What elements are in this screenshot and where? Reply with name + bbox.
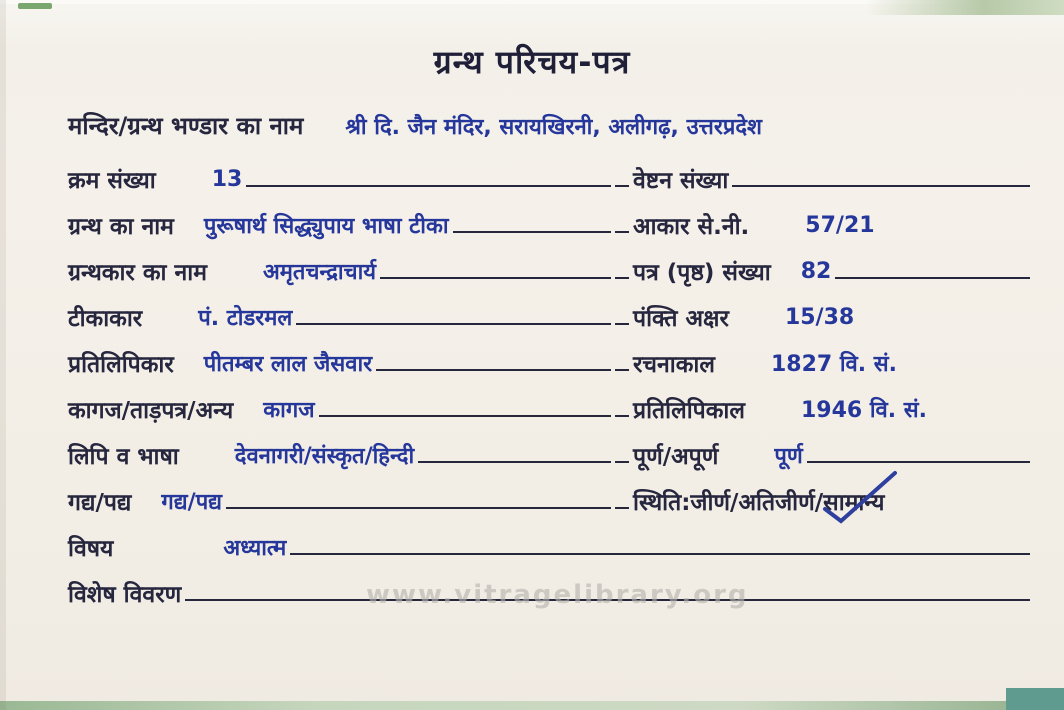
temple-name-label: मन्दिर/ग्रन्थ भण्डार का नाम [68, 112, 304, 140]
rule-line [615, 185, 629, 187]
script-language-value: देवनागरी/संस्कृत/हिन्दी [234, 444, 415, 469]
form-row [68, 202, 1034, 248]
rule-line [226, 507, 611, 509]
form-row [68, 386, 1034, 432]
composition-date-value: 1827 वि. सं. [770, 352, 898, 377]
complete-incomplete-value: पूर्ण [774, 444, 803, 469]
author-name-label: ग्रन्थकार का नाम [68, 260, 207, 286]
composition-date-label: रचनाकाल [633, 352, 715, 378]
watermark: www.vitragelibrary.org [366, 580, 749, 610]
field-author-name [68, 255, 615, 287]
scan-edge-bottom [0, 701, 1064, 710]
copy-date-label: प्रतिलिपिकाल [633, 398, 745, 424]
rule-line [380, 277, 611, 279]
prose-verse-label: गद्य/पद्य [68, 490, 132, 516]
condition-checked-option [823, 485, 884, 517]
author-name-value: अमृतचन्द्राचार्य [262, 260, 377, 285]
form-row [68, 524, 1034, 570]
subject-label: विषय [68, 536, 114, 562]
page-count-value: 82 [800, 258, 832, 284]
lines-letters-value: 15/38 [784, 304, 855, 330]
field-prose-verse [68, 485, 615, 517]
rule-line [807, 461, 1030, 463]
serial-number-label: क्रम संख्या [68, 168, 156, 194]
field-copy-date [615, 393, 1034, 425]
lines-letters-label: पंक्ति अक्षर [633, 306, 729, 332]
rule-line [376, 369, 611, 371]
rule-line [246, 185, 611, 187]
serial-number-value: 13 [211, 166, 243, 192]
form-row [68, 294, 1034, 340]
field-composition-date [615, 347, 1034, 379]
form-row [68, 478, 1034, 524]
copyist-value: पीतम्बर लाल जैसवार [203, 352, 373, 377]
scan-artifact-top-left [18, 3, 52, 9]
complete-incomplete-label: पूर्ण/अपूर्ण [633, 444, 719, 470]
field-complete-incomplete [615, 439, 1034, 471]
field-subject [68, 531, 1034, 563]
card-title: ग्रन्थ परिचय-पत्र [433, 43, 631, 81]
copyist-label: प्रतिलिपिकार [68, 352, 174, 378]
condition-option-label: सामान्य [823, 490, 885, 516]
field-serial-number [68, 163, 615, 195]
scan-artifact-top-right [864, 0, 1064, 15]
prose-verse-value: गद्य/पद्य [161, 490, 223, 515]
rule-line [453, 231, 611, 233]
commentator-value: पं. टोडरमल [198, 306, 293, 331]
temple-name-value: श्री दि. जैन मंदिर, सरायखिरनी, अलीगढ़, उत्तरप्रदेश [345, 115, 762, 140]
special-details-label: विशेष विवरण [68, 582, 182, 608]
form-row [68, 432, 1034, 478]
rule-line [290, 553, 1030, 555]
field-granth-name [68, 209, 615, 241]
page-count-label: पत्र (पृष्ठ) संख्या [633, 260, 771, 286]
field-size-cm [615, 209, 1034, 241]
rule-line [615, 415, 629, 417]
copy-date-value: 1946 वि. सं. [800, 398, 928, 423]
rule-line [418, 461, 611, 463]
rule-line [319, 415, 611, 417]
material-label: कागज/ताड़पत्र/अन्य [68, 398, 234, 424]
commentator-label: टीकाकार [68, 306, 143, 332]
field-condition [615, 485, 1034, 517]
bundle-number-label: वेष्टन संख्या [633, 168, 729, 194]
granth-name-value: पुरूषार्थ सिद्ध्युपाय भाषा टीका [203, 214, 449, 239]
field-script-language [68, 439, 615, 471]
rule-line [835, 277, 1030, 279]
card-body [68, 109, 1034, 616]
temple-name-row [68, 109, 1034, 142]
field-commentator [68, 301, 615, 333]
field-bundle-number [615, 163, 1034, 195]
field-lines-letters [615, 301, 1034, 333]
rule-line [615, 231, 629, 233]
scan-artifact-bottom-right [1006, 688, 1064, 710]
material-value: कागज [263, 398, 315, 423]
rule-line [615, 369, 629, 371]
rule-line [615, 323, 629, 325]
size-cm-value: 57/21 [805, 212, 875, 238]
rule-line [615, 277, 629, 279]
script-language-label: लिपि व भाषा [68, 444, 179, 470]
form-row [68, 340, 1034, 386]
form-row [68, 156, 1034, 202]
rule-line [615, 461, 629, 463]
field-material [68, 393, 615, 425]
rule-line [615, 507, 629, 509]
field-page-count [615, 255, 1034, 287]
form-row [68, 248, 1034, 294]
granth-name-label: ग्रन्थ का नाम [68, 214, 174, 240]
subject-value: अध्यात्म [223, 536, 287, 561]
rule-line [296, 323, 611, 325]
rule-line [732, 185, 1030, 187]
field-copyist [68, 347, 615, 379]
scan-edge-left [0, 0, 6, 710]
size-cm-label: आकार से.नी. [633, 214, 750, 240]
condition-label: स्थिति:जीर्ण/अतिजीर्ण/ [633, 490, 824, 516]
